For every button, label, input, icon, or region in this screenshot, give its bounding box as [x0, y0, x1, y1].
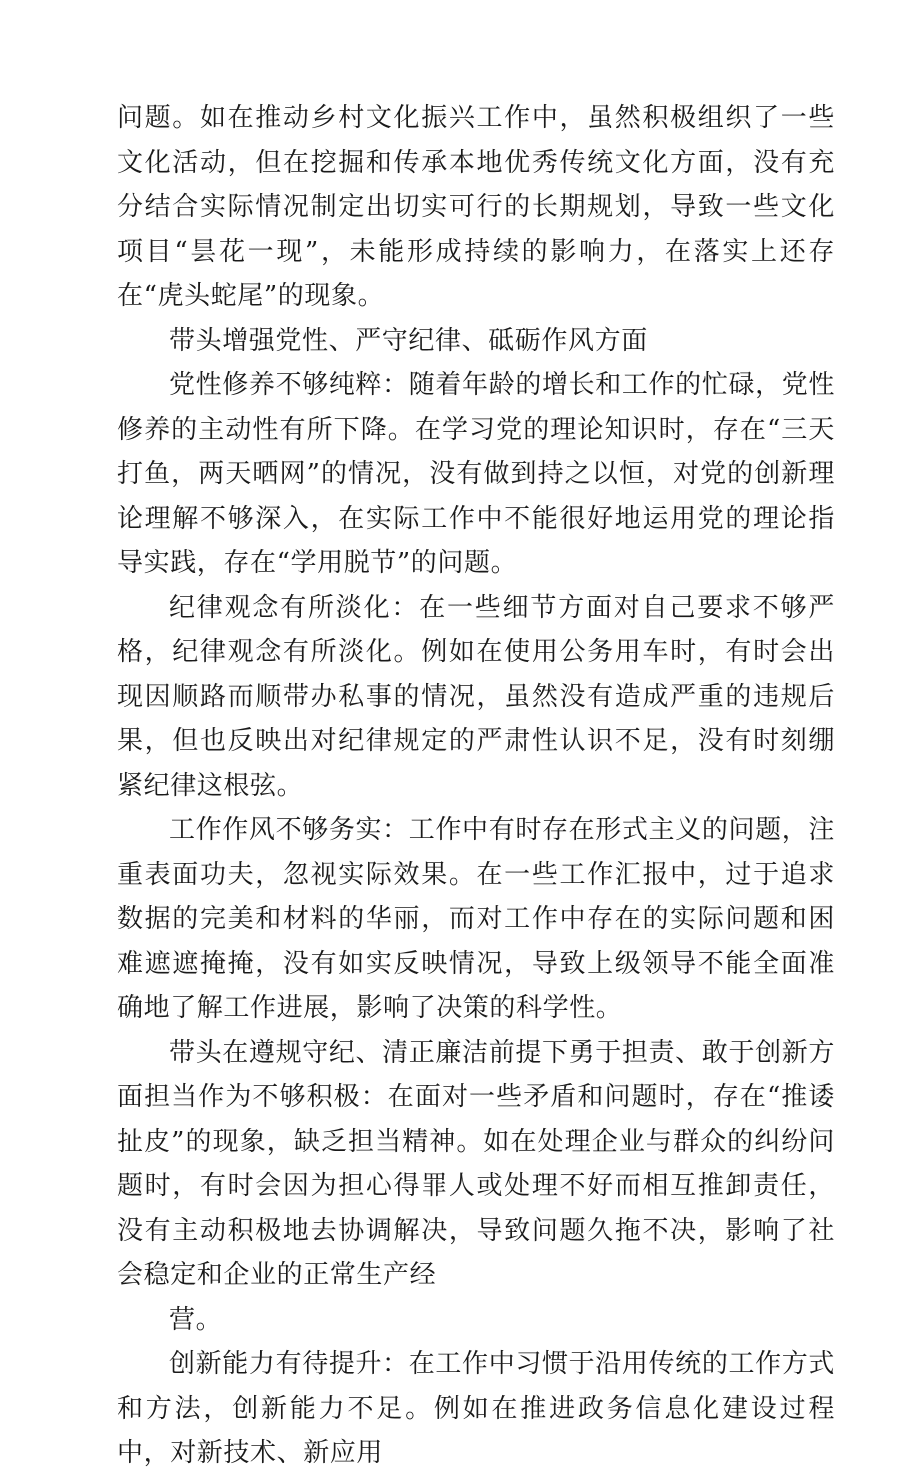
paragraph-intro-continuation: 问题。如在推动乡村文化振兴工作中，虽然积极组织了一些文化活动，但在挖掘和传承本地优秀传统文化方面，没有充分结合实际情况制定出切实可行的长期规划，导致一些文化项目“昙花一现”，未能形成持续的影响力，在落实上还存在“虎头蛇尾”的现象。: [117, 103, 835, 311]
paragraph-responsibility-text: 带头在遵规守纪、清正廉洁前提下勇于担责、敢于创新方面担当作为不够积极：在面对一些矛盾和问题时，存在“推诿扯皮”的现象，缺乏担当精神。如在处理企业与群众的纠纷问题时，有时会因为担心得罪人或处理不好而相互推卸责任，没有主动积极地去协调解决，导致问题久拖不决，影响了社会稳定和企业的正常生产经: [117, 1037, 835, 1290]
paragraph-responsibility: [117, 1031, 835, 1343]
paragraph-responsibility-tail: 营。: [169, 1304, 223, 1335]
document-body: [117, 96, 835, 1476]
section-heading: 带头增强党性、严守纪律、砥砺作风方面: [169, 325, 648, 356]
paragraph-innovation: 创新能力有待提升：在工作中习惯于沿用传统的工作方式和方法，创新能力不足。例如在推进政务信息化建设过程中，对新技术、新应用: [117, 1349, 835, 1468]
paragraph-discipline: 纪律观念有所淡化：在一些细节方面对自己要求不够严格，纪律观念有所淡化。例如在使用公务用车时，有时会出现因顺路而顺带办私事的情况，虽然没有造成严重的违规后果，但也反映出对纪律规定的严肃性认识不足，没有时刻绷紧纪律这根弦。: [117, 592, 835, 801]
paragraph-work-style: 工作作风不够务实：工作中有时存在形式主义的问题，注重表面功夫，忽视实际效果。在一些工作汇报中，过于追求数据的完美和材料的华丽，而对工作中存在的实际问题和困难遮遮掩掩，没有如实反映情况，导致上级领导不能全面准确地了解工作进展，影响了决策的科学性。: [117, 815, 835, 1023]
paragraph-party-spirit: 党性修养不够纯粹：随着年龄的增长和工作的忙碌，党性修养的主动性有所下降。在学习党的理论知识时，存在“三天打鱼，两天晒网”的情况，没有做到持之以恒，对党的创新理论理解不够深入，在实际工作中不能很好地运用党的理论指导实践，存在“学用脱节”的问题。: [117, 370, 835, 578]
